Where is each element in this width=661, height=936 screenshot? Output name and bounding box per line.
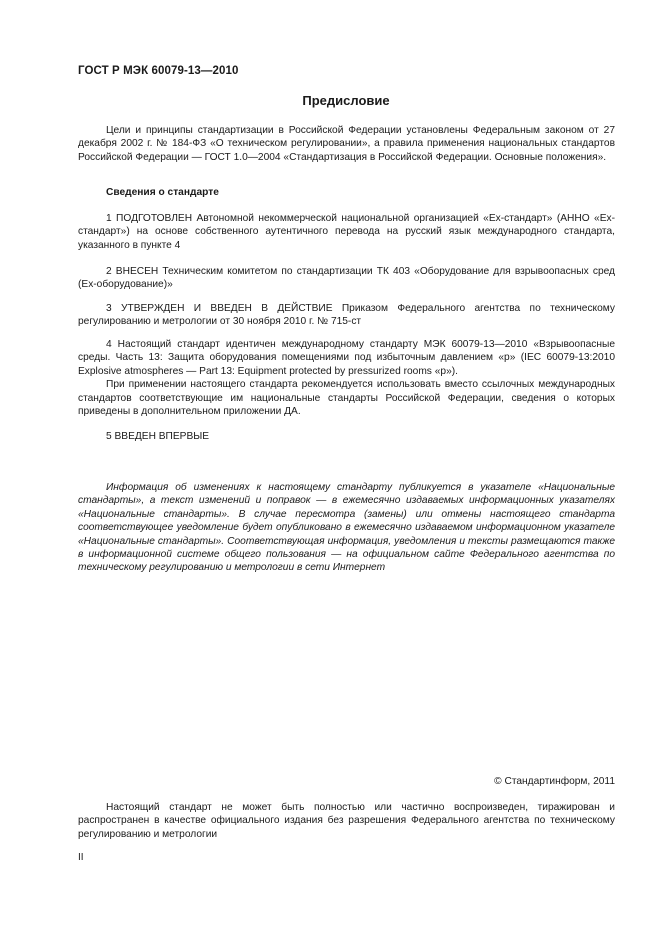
item-5: 5 ВВЕДЕН ВПЕРВЫЕ — [106, 431, 210, 442]
intro-block — [78, 124, 615, 164]
reproduction-notice: Настоящий стандарт не может быть полностью или частично воспроизведен, тиражирован и распространен в качестве официального издания без разрешения Федерального агентства по техническому регулированию и метрологии — [78, 802, 615, 840]
item-3: 3 УТВЕРЖДЕН И ВВЕДЕН В ДЕЙСТВИЕ Приказом Федерального агентства по техническому регулированию и метрологии от 30 ноября 2010 г. № 715-ст — [78, 303, 615, 328]
item-4: 4 Настоящий стандарт идентичен международному стандарту МЭК 60079-13—2010 «Взрывоопасные среды. Часть 13: Защита оборудования помещениями под избыточным давлением «р» (IEC 60079-13:2010 Explosive atmospheres — Part 13: Equipment protected by pressurized rooms «р»). — [78, 339, 615, 377]
section-heading: Сведения о стандарте — [106, 187, 219, 198]
item-4-block — [78, 338, 615, 418]
item-1: 1 ПОДГОТОВЛЕН Автономной некоммерческой национальной организацией «Ех-стандарт» (АННО «Ех-стандарт») на основе собственного аутентичного перевода на русский язык международного стандарта, указанного в пункте 4 — [78, 213, 615, 251]
info-notice-block — [78, 481, 615, 575]
item-2-block — [78, 265, 615, 292]
item-2: 2 ВНЕСЕН Техническим комитетом по стандартизации ТК 403 «Оборудование для взрывоопасных сред (Ех-оборудование)» — [78, 266, 615, 291]
standard-code-header: ГОСТ Р МЭК 60079-13—2010 — [78, 65, 239, 77]
intro-paragraph: Цели и принципы стандартизации в Российской Федерации установлены Федеральным законом от 27 декабря 2002 г. № 184-ФЗ «О техническом регулировании», а правила применения национальных стандартов Российской Федерации — ГОСТ 1.0—2004 «Стандартизация в Российской Федерации. Основные положения». — [78, 125, 615, 163]
page-number: II — [78, 852, 84, 863]
page-title: Предисловие — [302, 93, 390, 108]
copyright: © Стандартинформ, 2011 — [494, 776, 615, 787]
reproduction-block — [78, 801, 615, 841]
item-1-block — [78, 212, 615, 252]
section-heading-block — [78, 186, 615, 199]
item-4-note: При применении настоящего стандарта рекомендуется использовать вместо ссылочных международных стандартов соответствующие им национальные стандарты Российской Федерации, сведения о которых приведены в дополнительном приложении ДА. — [78, 379, 615, 418]
item-5-block — [78, 430, 615, 443]
info-notice: Информация об изменениях к настоящему стандарту публикуется в указателе «Национальные стандарты», а текст изменений и поправок — в ежемесячно издаваемых информационных указателях «Национальные стандарты». В случае пересмотра (замены) или отмены настоящего стандарта соответствующее уведомление будет опубликовано в ежемесячно издаваемом информационном указателе «Национальные стандарты». Соответствующая информация, уведомления и тексты размещаются также в информационной системе общего пользования — на официальном сайте Федерального агентства по техническому регулированию и метрологии в сети Интернет — [78, 482, 615, 574]
item-3-block — [78, 302, 615, 329]
